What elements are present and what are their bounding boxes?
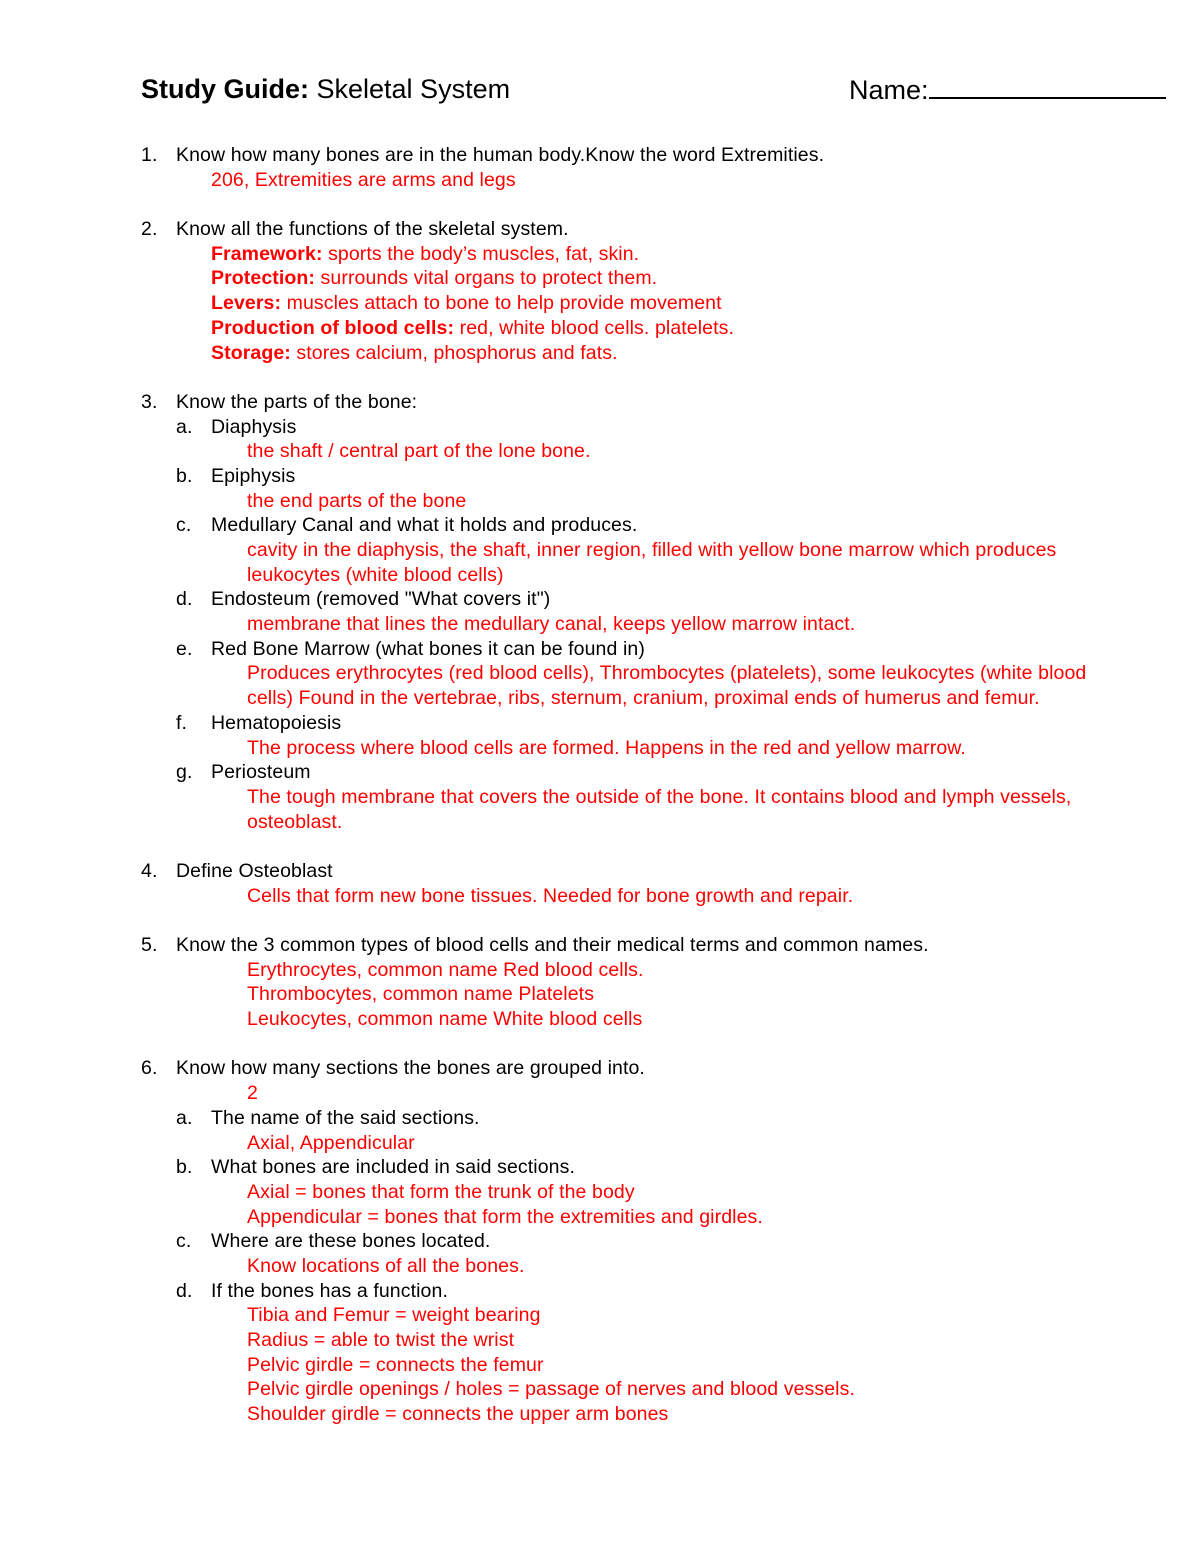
answer-text: cavity in the diaphysis, the shaft, inner region, filled with yellow bone marrow which produces — [247, 539, 1057, 561]
title-rest: Skeletal System — [309, 74, 511, 104]
answer-text: Radius = able to twist the wrist — [247, 1329, 515, 1351]
sub-question-letter: b. — [176, 464, 193, 487]
question-number: 1. — [141, 144, 158, 166]
answer-line — [141, 612, 1171, 637]
question-number: 4. — [141, 859, 158, 882]
answer-line — [141, 1131, 1171, 1156]
question-4 — [141, 859, 1171, 884]
sub-question-letter: d. — [176, 1279, 193, 1302]
answer-text: 2 — [247, 1082, 258, 1105]
answer-line — [141, 439, 1171, 464]
question-list — [141, 143, 1171, 1427]
answer-text: Pelvic girdle = connects the femur — [247, 1353, 544, 1376]
sub-question-text: What bones are included in said sections. — [211, 1156, 575, 1179]
answer-text: The tough membrane that covers the outside of the bone. It contains blood and lymph vessels, — [247, 785, 1072, 808]
sub-question — [141, 1229, 1171, 1254]
function-item — [141, 266, 1171, 291]
sub-question-letter: a. — [176, 1106, 193, 1129]
function-term: Levers: — [211, 292, 282, 315]
sub-question-text: Periosteum — [211, 761, 311, 784]
sub-question-letter: c. — [176, 1230, 192, 1253]
answer-text — [211, 266, 657, 291]
answer-line — [141, 810, 1171, 835]
function-desc: red, white blood cells. platelets. — [454, 316, 734, 339]
title-bold: Study Guide: — [141, 74, 309, 104]
sub-question-letter: f. — [176, 711, 188, 734]
answer-line — [141, 168, 1171, 193]
sub-question-letter: e. — [176, 637, 193, 660]
sub-question-text: The name of the said sections. — [211, 1106, 480, 1129]
page-title — [141, 70, 510, 108]
function-item — [141, 242, 1171, 267]
sub-question-text: If the bones has a function. — [211, 1279, 448, 1302]
answer-text — [211, 341, 618, 366]
function-item — [141, 341, 1171, 366]
question-number: 6. — [141, 1057, 158, 1080]
answer-text: Axial = bones that form the trunk of the body — [247, 1180, 635, 1203]
answer-text: Cells that form new bone tissues. Needed for bone growth and repair. — [247, 884, 854, 907]
answer-line — [141, 686, 1171, 711]
answer-text — [211, 291, 722, 316]
question-text: Know the 3 common types of blood cells and their medical terms and common names. — [176, 934, 929, 956]
sub-question-letter: d. — [176, 588, 193, 611]
answer-text: Know locations of all the bones. — [247, 1254, 525, 1277]
answer-text: Axial, Appendicular — [247, 1131, 415, 1154]
answer-text: Pelvic girdle openings / holes = passage of nerves and blood vessels. — [247, 1378, 855, 1401]
name-label: Name: — [849, 75, 929, 105]
sub-question — [141, 464, 1171, 489]
function-term: Protection: — [211, 267, 316, 290]
sub-question — [141, 415, 1171, 440]
answer-line — [141, 489, 1171, 514]
sub-question — [141, 1106, 1171, 1131]
answer-line — [141, 884, 1171, 909]
question-3 — [141, 390, 1171, 415]
answer-line — [141, 958, 1171, 983]
answer-text: Tibia and Femur = weight bearing — [247, 1304, 541, 1327]
function-item — [141, 291, 1171, 316]
answer-text: Leukocytes, common name White blood cells — [247, 1008, 643, 1031]
answer-line — [141, 1377, 1171, 1402]
function-desc: sports the body’s muscles, fat, skin. — [322, 242, 640, 265]
document-header — [141, 70, 1171, 110]
sub-question — [141, 637, 1171, 662]
sub-question-text: Endosteum (removed "What covers it") — [211, 588, 551, 611]
answer-text: the end parts of the bone — [247, 489, 467, 512]
answer-line — [141, 1303, 1171, 1328]
sub-question-letter: a. — [176, 415, 193, 438]
sub-question-text: Where are these bones located. — [211, 1230, 491, 1253]
answer-line — [141, 1180, 1171, 1205]
sub-question — [141, 760, 1171, 785]
answer-text: Thrombocytes, common name Platelets — [247, 983, 595, 1006]
question-text: Know how many sections the bones are grouped into. — [176, 1057, 645, 1080]
function-term: Storage: — [211, 341, 291, 364]
question-5 — [141, 933, 1171, 958]
sub-question-letter: c. — [176, 514, 192, 537]
answer-text: the shaft / central part of the lone bone. — [247, 440, 591, 463]
function-desc: surrounds vital organs to protect them. — [315, 267, 658, 290]
function-term: Framework: — [211, 242, 323, 265]
sub-question-text: Epiphysis — [211, 464, 296, 487]
answer-text: 206, Extremities are arms and legs — [211, 168, 516, 191]
function-desc: muscles attach to bone to help provide movement — [281, 292, 722, 315]
answer-text: osteoblast. — [247, 810, 343, 833]
answer-line — [141, 1007, 1171, 1032]
answer-line — [141, 785, 1171, 810]
answer-text: Shoulder girdle = connects the upper arm bones — [247, 1403, 669, 1426]
sub-question — [141, 1155, 1171, 1180]
answer-text — [211, 316, 734, 341]
sub-question-text: Diaphysis — [211, 415, 297, 438]
question-number: 5. — [141, 934, 158, 956]
answer-line — [141, 1328, 1171, 1353]
answer-line — [141, 1353, 1171, 1378]
answer-line — [141, 1081, 1171, 1106]
answer-line — [141, 982, 1171, 1007]
question-number: 2. — [141, 218, 158, 241]
question-text: Know how many bones are in the human body.Know the word Extremities. — [176, 144, 825, 166]
sub-question-letter: b. — [176, 1156, 193, 1179]
answer-line — [141, 538, 1171, 563]
answer-text: leukocytes (white blood cells) — [247, 563, 504, 586]
function-term: Production of blood cells: — [211, 316, 455, 339]
question-1 — [141, 143, 1171, 168]
sub-question-text: Medullary Canal and what it holds and produces. — [211, 514, 638, 537]
answer-line — [141, 1205, 1171, 1230]
function-desc: stores calcium, phosphorus and fats. — [290, 341, 618, 364]
question-number: 3. — [141, 390, 158, 413]
answer-text: cells) Found in the vertebrae, ribs, sternum, cranium, proximal ends of humerus and femur. — [247, 687, 1040, 710]
name-blank-line — [929, 70, 1166, 99]
answer-line — [141, 736, 1171, 761]
answer-text: Erythrocytes, common name Red blood cells. — [247, 958, 644, 981]
sub-question-text: Hematopoiesis — [211, 711, 342, 734]
sub-question — [141, 513, 1171, 538]
answer-line — [141, 661, 1171, 686]
answer-text — [211, 242, 639, 267]
answer-line — [141, 1254, 1171, 1279]
question-text: Know the parts of the bone: — [176, 390, 418, 413]
answer-line — [141, 563, 1171, 588]
sub-question-text: Red Bone Marrow (what bones it can be found in) — [211, 637, 645, 660]
question-text: Define Osteoblast — [176, 859, 333, 882]
answer-text: membrane that lines the medullary canal, keeps yellow marrow intact. — [247, 613, 856, 636]
sub-question-letter: g. — [176, 761, 193, 784]
sub-question — [141, 587, 1171, 612]
answer-text: Appendicular = bones that form the extremities and girdles. — [247, 1205, 763, 1228]
sub-question — [141, 711, 1171, 736]
name-field — [849, 70, 1166, 109]
answer-line — [141, 1402, 1171, 1427]
function-item — [141, 316, 1171, 341]
answer-text: Produces erythrocytes (red blood cells), Thrombocytes (platelets), some leukocytes (white blood — [247, 662, 1087, 685]
answer-text: The process where blood cells are formed. Happens in the red and yellow marrow. — [247, 736, 966, 759]
question-6 — [141, 1056, 1171, 1081]
question-2 — [141, 217, 1171, 242]
sub-question — [141, 1279, 1171, 1304]
question-text: Know all the functions of the skeletal system. — [176, 218, 569, 241]
